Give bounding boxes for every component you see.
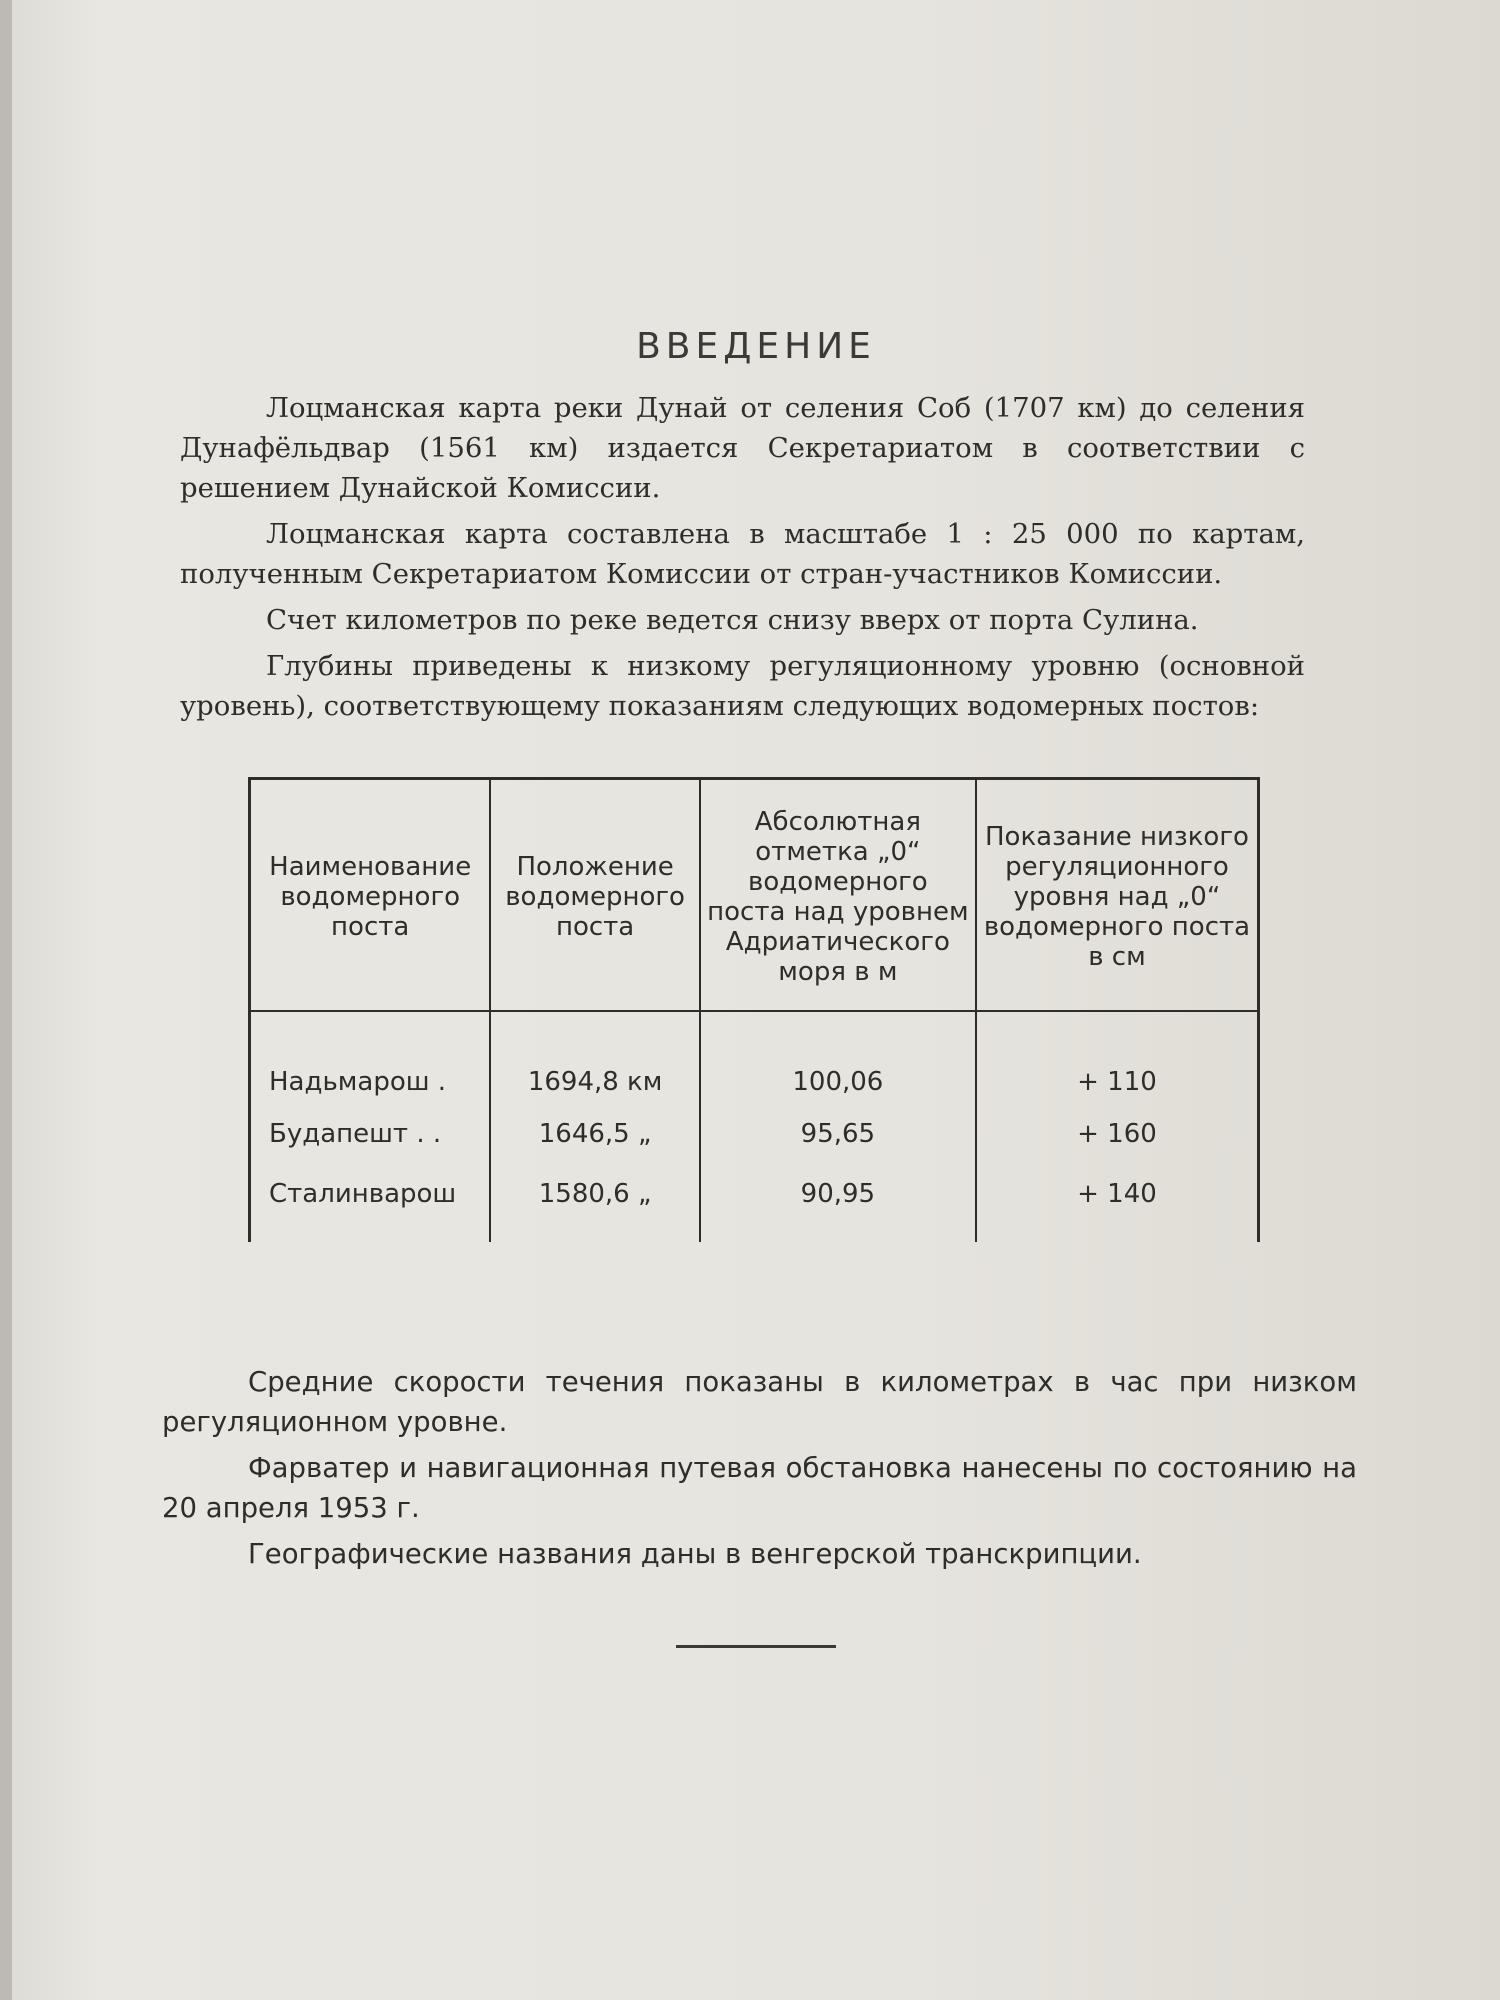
level-reading: + 110 [976, 1011, 1259, 1104]
absolute-mark: 90,95 [700, 1164, 976, 1242]
table-row [250, 1011, 1259, 1104]
end-rule [676, 1645, 836, 1648]
station-position: 1694,8 км [490, 1011, 699, 1104]
station-name: Сталинварош [250, 1164, 491, 1242]
document-page [12, 0, 1500, 2000]
intro-paragraph: Лоцманская карта реки Дунай от селения Соб (1707 км) до селения Дунафёльдвар (1561 км) издается Секретариатом в соответствии с решением Дунайской Комиссии. [180, 392, 1305, 504]
closing-paragraph: Средние скорости течения показаны в километрах в час при низком регуляционном уровне. [162, 1366, 1357, 1438]
closing-text [162, 1362, 1357, 1574]
table-row [250, 1104, 1259, 1164]
table-row [250, 1164, 1259, 1242]
intro-paragraph: Счет километров по реке ведется снизу вверх от порта Сулина. [266, 604, 1199, 636]
closing-paragraph: Фарватер и навигационная путевая обстановка нанесены по состоянию на 20 апреля 1953 г. [162, 1452, 1357, 1524]
absolute-mark: 95,65 [700, 1104, 976, 1164]
closing-paragraph: Географические названия даны в венгерской транскрипции. [248, 1538, 1142, 1570]
level-reading: + 140 [976, 1164, 1259, 1242]
absolute-mark: 100,06 [700, 1011, 976, 1104]
table-header-row [250, 779, 1259, 1012]
level-reading: + 160 [976, 1104, 1259, 1164]
header-low-level-reading: Показание низкого регуляционного уровня над „0“ водомерного поста в см [976, 779, 1259, 1012]
station-position: 1646,5 „ [490, 1104, 699, 1164]
intro-paragraph: Глубины приведены к низкому регуляционному уровню (основной уровень), соответствующему показаниям следующих водомерных постов: [180, 650, 1305, 722]
header-station-position: Положение водомерного поста [490, 779, 699, 1012]
station-position: 1580,6 „ [490, 1164, 699, 1242]
gauge-stations-table [248, 777, 1260, 1242]
header-station-name: Наименование водомерного поста [250, 779, 491, 1012]
header-absolute-mark: Абсолютная отметка „0“ водомерного поста над уровнем Адриатического моря в м [700, 779, 976, 1012]
station-name: Надьмарош . [250, 1011, 491, 1104]
intro-paragraph: Лоцманская карта составлена в масштабе 1 : 25 000 по картам, полученным Секретариатом Комиссии от стран-участников Комиссии. [180, 518, 1305, 590]
intro-text [180, 388, 1305, 726]
page-title: ВВЕДЕНИЕ [636, 326, 876, 367]
station-name: Будапешт . . [250, 1104, 491, 1164]
